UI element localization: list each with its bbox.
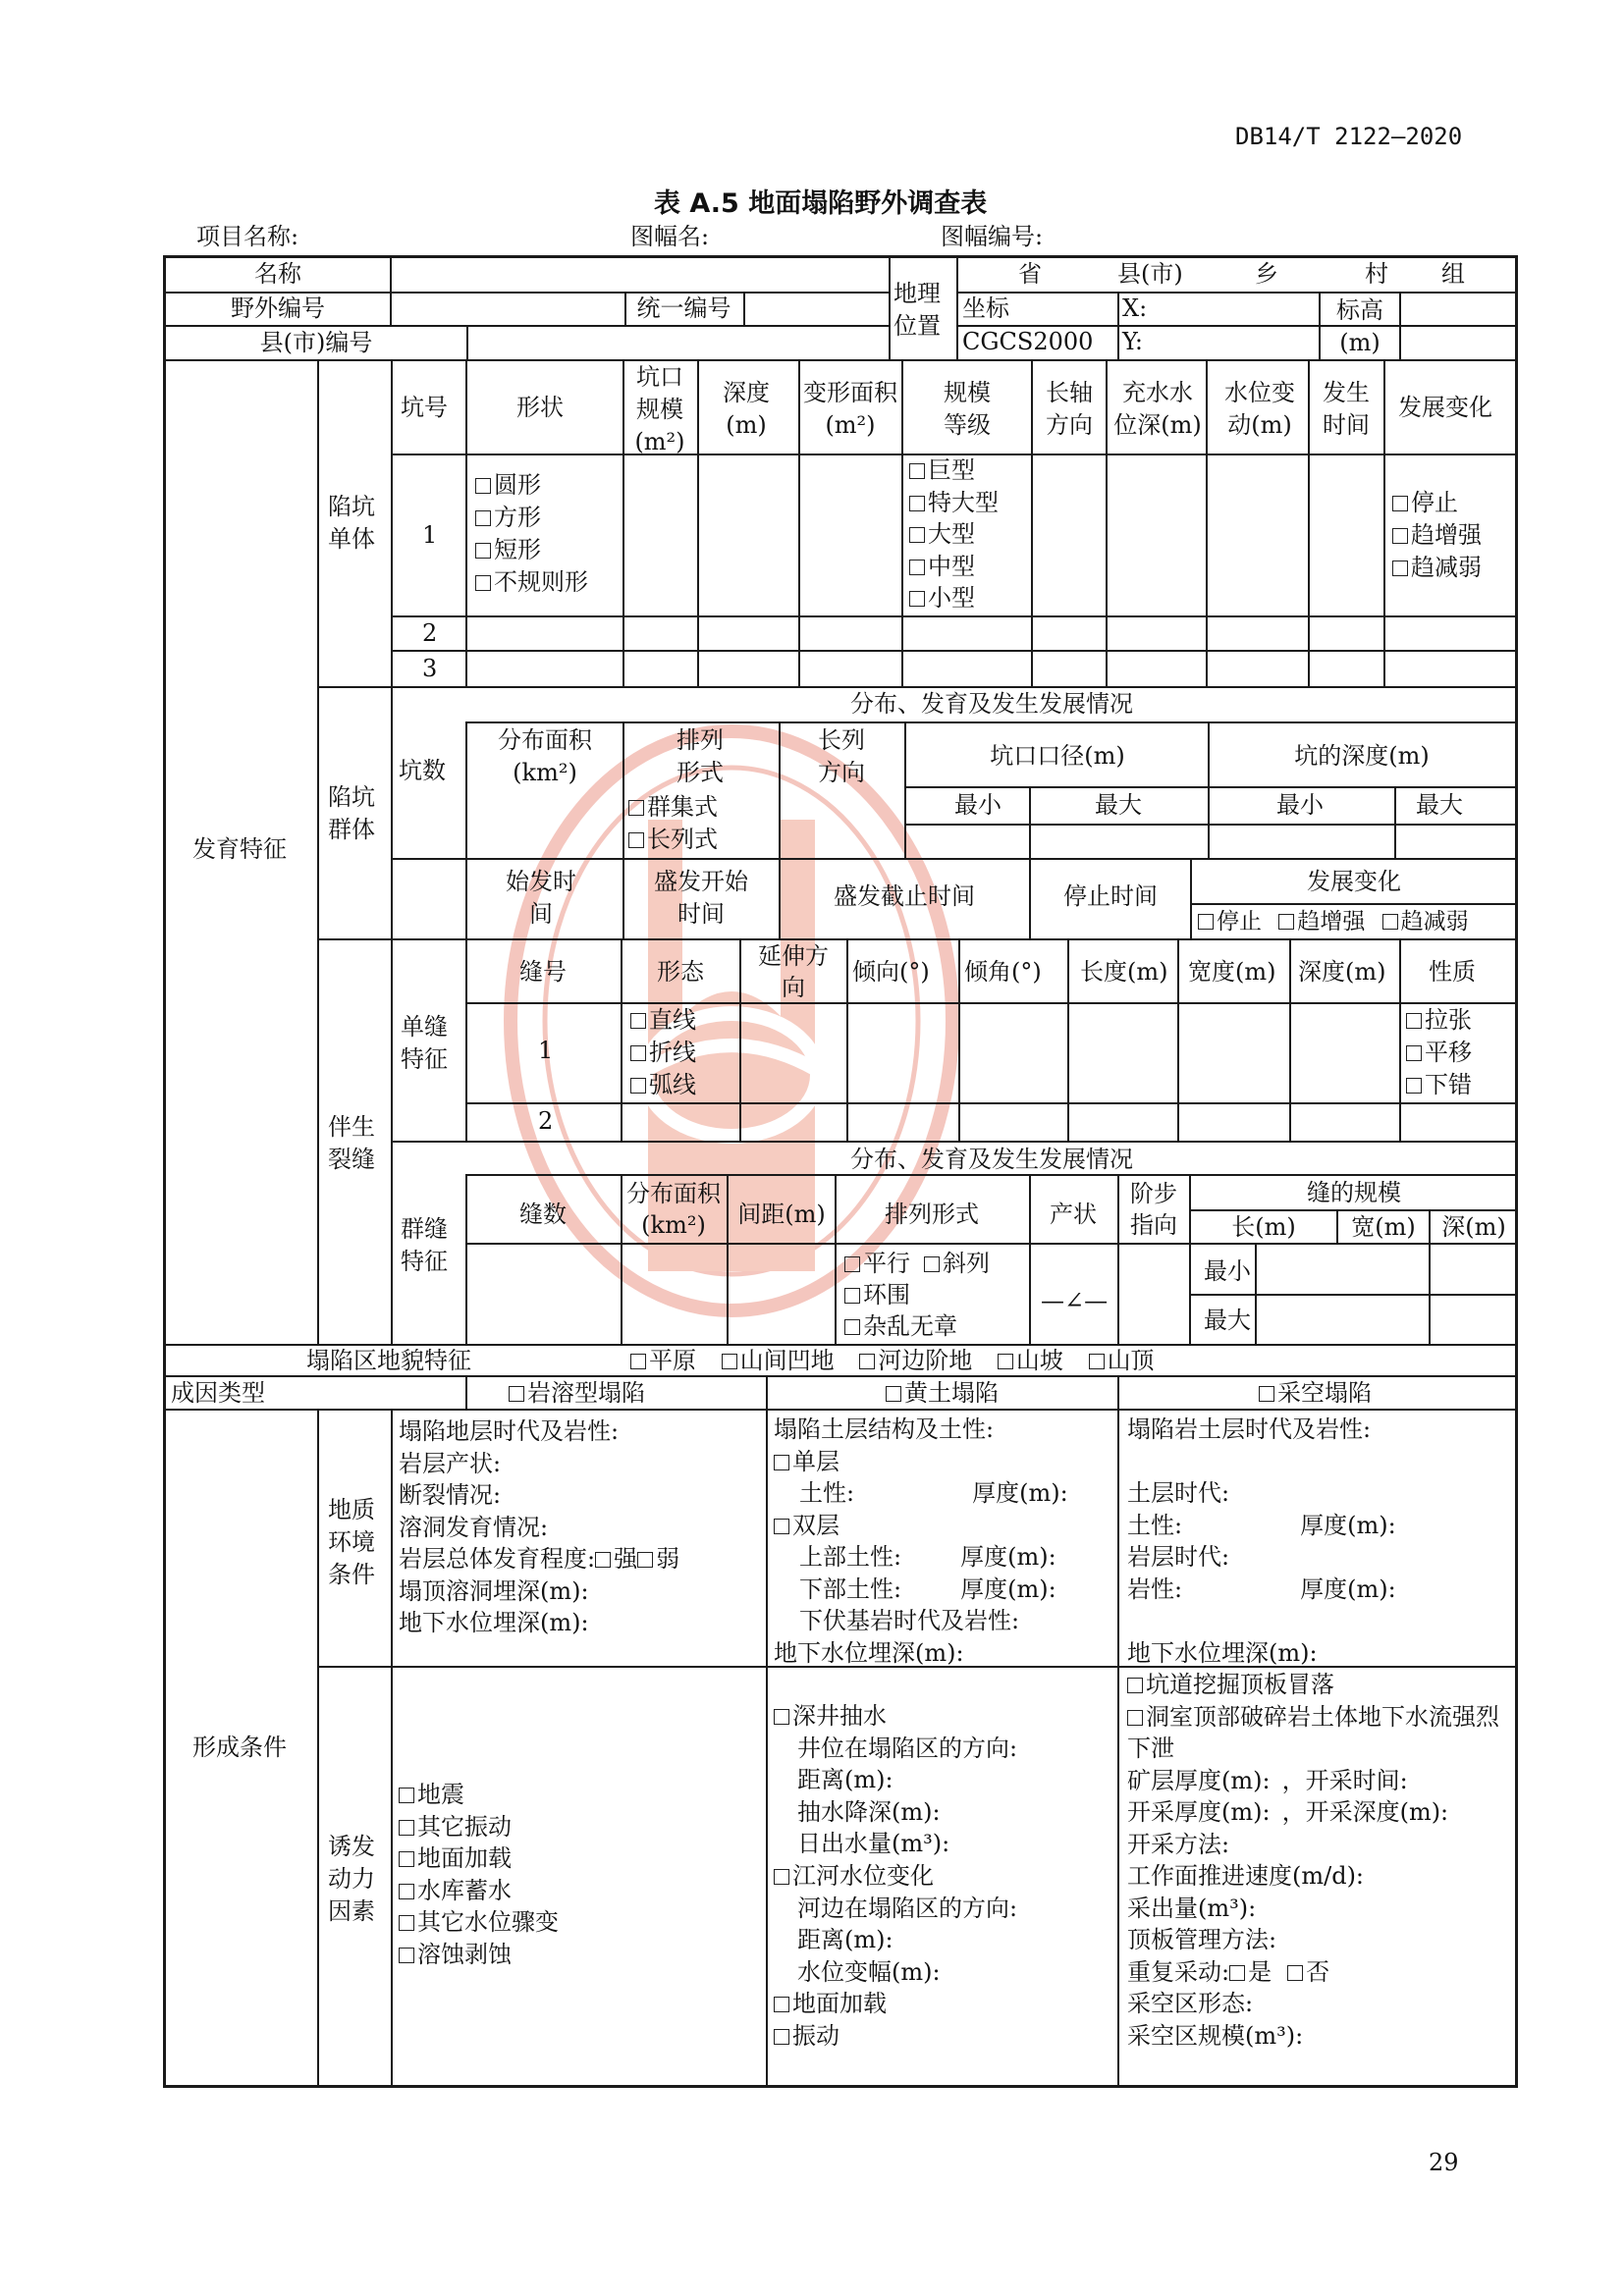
pit-row-2: 2 bbox=[422, 619, 438, 647]
landform-option[interactable]: 平原 bbox=[630, 1347, 696, 1374]
depth-min: 最小 bbox=[1276, 791, 1324, 819]
karst-opt[interactable]: 强 bbox=[595, 1545, 637, 1573]
checkbox-icon bbox=[924, 1256, 940, 1272]
loess-soil: 土性: bbox=[799, 1479, 855, 1507]
trend-options bbox=[1392, 487, 1482, 584]
karst-line: 溶洞发育情况: bbox=[399, 1513, 549, 1541]
mined-rock: 岩性: bbox=[1127, 1575, 1183, 1603]
pit-count-label: 坑数 bbox=[399, 757, 446, 784]
gc-arrangement-option[interactable]: 斜列 bbox=[924, 1250, 990, 1277]
group-crack-label: 群缝特征 bbox=[401, 1215, 448, 1275]
grade-option[interactable]: 特大型 bbox=[909, 487, 999, 519]
checkbox-icon bbox=[909, 496, 925, 511]
goaf-size: 采空区规模(m³): bbox=[1127, 2021, 1304, 2050]
landform-option[interactable]: 河边阶地 bbox=[859, 1347, 972, 1374]
col-spacing: 间距(m) bbox=[737, 1201, 826, 1228]
checkbox-icon bbox=[475, 543, 491, 559]
goaf-shape: 采空区形态: bbox=[1127, 1990, 1254, 2017]
geo-env-label: 地质环境条件 bbox=[328, 1496, 375, 1588]
checkbox-icon bbox=[722, 1354, 737, 1369]
checkbox-icon bbox=[844, 1256, 860, 1272]
grade-options bbox=[909, 454, 999, 614]
checkbox-icon bbox=[475, 478, 491, 494]
mined-water: 地下水位埋深(m): bbox=[1127, 1638, 1318, 1667]
checkbox-icon bbox=[774, 1709, 789, 1725]
col-axis-dir: 长轴方向 bbox=[1046, 379, 1093, 439]
coord-label: 坐标 bbox=[962, 294, 1009, 322]
drawdown: 抽水降深(m): bbox=[797, 1797, 941, 1826]
col-crack-form: 形态 bbox=[657, 958, 704, 986]
checkbox-icon bbox=[1406, 1045, 1422, 1061]
map-number-label: 图幅编号: bbox=[941, 223, 1044, 250]
checkbox-icon bbox=[399, 1884, 414, 1899]
col-long-dir: 长列方向 bbox=[818, 726, 865, 786]
checkbox-icon bbox=[1198, 914, 1214, 930]
checkbox-icon bbox=[774, 1997, 789, 2012]
shape-option[interactable]: 短形 bbox=[475, 534, 588, 566]
col-property: 性质 bbox=[1429, 958, 1476, 986]
trigger-river[interactable]: 江河水位变化 bbox=[774, 1860, 1017, 1893]
county-no-label: 县(市)编号 bbox=[259, 329, 373, 356]
admin-county: 县(市) bbox=[1117, 260, 1183, 288]
name-label: 名称 bbox=[254, 260, 301, 288]
gc-section-title: 分布、发育及发生发展情况 bbox=[850, 1146, 1133, 1173]
col-water-change: 水位变动(m) bbox=[1224, 379, 1295, 439]
single-crack-label: 单缝特征 bbox=[401, 1013, 448, 1073]
trigger-option[interactable]: 地震 bbox=[399, 1779, 559, 1811]
crack-form-option[interactable]: 弧线 bbox=[630, 1069, 696, 1101]
checkbox-icon bbox=[998, 1354, 1013, 1369]
grade-option[interactable]: 小型 bbox=[909, 582, 999, 614]
diameter-min: 最小 bbox=[954, 791, 1001, 819]
mine-thick: 开采厚度(m): bbox=[1127, 1798, 1271, 1826]
loess-title: 塌陷土层结构及土性: bbox=[774, 1415, 995, 1443]
col-gc-depth: 深(m) bbox=[1441, 1213, 1506, 1241]
checkbox-icon bbox=[844, 1319, 860, 1335]
mine-output: 采出量(m³): bbox=[1127, 1894, 1257, 1922]
water-amp: 水位变幅(m): bbox=[797, 1957, 941, 1986]
checkbox-icon bbox=[637, 1552, 653, 1568]
gc-min: 最小 bbox=[1204, 1257, 1251, 1285]
col-depth: 深度(m) bbox=[723, 379, 770, 439]
checkbox-icon bbox=[909, 560, 925, 575]
crack-label: 伴生裂缝 bbox=[328, 1113, 375, 1173]
checkbox-icon bbox=[774, 1869, 789, 1885]
karst-line: 岩层产状: bbox=[399, 1449, 502, 1477]
checkbox-icon bbox=[1392, 496, 1408, 511]
col-occur-time: 发生时间 bbox=[1323, 379, 1370, 439]
admin-village: 村 bbox=[1365, 260, 1388, 288]
col-trend: 发展变化 bbox=[1398, 394, 1492, 421]
loess-lower: 下部土性: bbox=[799, 1575, 902, 1603]
daily-output: 日出水量(m³): bbox=[797, 1830, 950, 1858]
loess-conditions bbox=[774, 1414, 1068, 1669]
gc-max: 最大 bbox=[1204, 1307, 1251, 1334]
cause-label: 成因类型 bbox=[171, 1379, 265, 1407]
col-width: 宽度(m) bbox=[1188, 958, 1276, 986]
col-deform-area: 变形面积(m²) bbox=[803, 379, 897, 439]
checkbox-icon bbox=[475, 510, 491, 526]
crack-property-option[interactable]: 拉张 bbox=[1406, 1004, 1472, 1037]
admin-group: 组 bbox=[1441, 260, 1465, 288]
col-start-time: 始发时间 bbox=[506, 868, 576, 928]
trigger-left-options bbox=[399, 1779, 559, 1970]
col-crack-count: 缝数 bbox=[519, 1201, 567, 1228]
river-dir: 河边在塌陷区的方向: bbox=[797, 1894, 1018, 1922]
col-mouth-diameter: 坑口口径(m) bbox=[990, 742, 1125, 770]
landform-options bbox=[630, 1346, 1155, 1377]
time-trend-options bbox=[1198, 907, 1469, 936]
document-code: DB14/T 2122—2020 bbox=[1235, 123, 1463, 150]
checkbox-icon bbox=[859, 1354, 875, 1369]
grade-option[interactable]: 巨型 bbox=[909, 454, 999, 487]
mined-thick: 厚度(m): bbox=[1300, 1511, 1396, 1539]
gc-arrangement-option[interactable]: 平行 bbox=[844, 1250, 910, 1277]
col-peak-start: 盛发开始时间 bbox=[654, 868, 748, 928]
crack-form-option[interactable]: 折线 bbox=[630, 1037, 696, 1069]
trend-option[interactable]: 停止 bbox=[1392, 487, 1482, 519]
checkbox-icon bbox=[774, 1519, 789, 1534]
checkbox-icon bbox=[1406, 1013, 1422, 1029]
unified-no-label: 统一编号 bbox=[636, 294, 731, 322]
checkbox-icon bbox=[1406, 1078, 1422, 1094]
checkbox-icon bbox=[630, 1078, 646, 1094]
trigger-option[interactable]: 地面加载 bbox=[399, 1842, 559, 1875]
checkbox-icon bbox=[399, 1948, 414, 1963]
time-trend-option[interactable]: 趋增强 bbox=[1278, 909, 1365, 934]
crack-property-option[interactable]: 下错 bbox=[1406, 1069, 1472, 1101]
checkbox-icon bbox=[1287, 1965, 1303, 1981]
checkbox-icon bbox=[399, 1851, 414, 1867]
cause-option-karst[interactable]: 岩溶型塌陷 bbox=[509, 1378, 645, 1410]
field-no-label: 野外编号 bbox=[231, 294, 325, 322]
trigger-mid-options bbox=[774, 1700, 1017, 2053]
arrangement-option[interactable]: 长列式 bbox=[628, 824, 718, 856]
col-dip-angle: 倾角(°) bbox=[964, 958, 1042, 986]
karst-conditions bbox=[399, 1415, 679, 1639]
checkbox-icon bbox=[399, 1788, 414, 1803]
mine-method: 开采方法: bbox=[1127, 1830, 1230, 1858]
crack-form-option[interactable]: 直线 bbox=[630, 1004, 696, 1037]
crack-form-options bbox=[630, 1004, 696, 1101]
repeat-mining: 重复采动: bbox=[1127, 1957, 1230, 1986]
map-name-label: 图幅名: bbox=[630, 223, 710, 250]
col-dist-area: 分布面积(km²) bbox=[498, 726, 592, 786]
repeat-no[interactable]: 否 bbox=[1287, 1958, 1329, 1986]
repeat-yes[interactable]: 是 bbox=[1229, 1958, 1272, 1986]
landform-label: 塌陷区地貌特征 bbox=[306, 1347, 471, 1374]
shape-option[interactable]: 不规则形 bbox=[475, 566, 588, 599]
col-gc-arrangement: 排列形式 bbox=[885, 1201, 979, 1228]
trigger-right-options: 坑道挖掘顶板冒落 洞室顶部破碎岩土体地下水流强烈下泄 矿层厚度(m): ，开采时间: 开采厚度(m): ，开采深度(m): 开采方法: 工作面推进速度(m/d): 采出量(m³): 顶板管理方法: 重复采动: 是 否 采空区形态: 采空区规模(m³): bbox=[1127, 1669, 1508, 2052]
karst-line: 断裂情况: bbox=[399, 1481, 502, 1509]
checkbox-icon bbox=[1127, 1710, 1143, 1726]
checkbox-icon bbox=[909, 591, 925, 607]
elevation-label: 标高(m) bbox=[1336, 296, 1383, 356]
trigger-option[interactable]: 其它水位骤变 bbox=[399, 1906, 559, 1939]
landform-option[interactable]: 山间凹地 bbox=[722, 1347, 835, 1374]
checkbox-icon bbox=[628, 832, 644, 848]
col-length: 长度(m) bbox=[1080, 958, 1168, 986]
karst-line: 岩层总体发育程度: bbox=[399, 1545, 596, 1573]
mine-depth: 开采深度(m): bbox=[1305, 1798, 1449, 1826]
trigger-load[interactable]: 地面加载 bbox=[774, 1988, 1017, 2020]
loess-thick: 厚度(m): bbox=[972, 1479, 1068, 1507]
col-gc-area: 分布面积(km²) bbox=[626, 1180, 721, 1239]
well-dist: 距离(m): bbox=[797, 1766, 893, 1794]
crack-row-2: 2 bbox=[538, 1107, 554, 1135]
checkbox-icon bbox=[844, 1288, 860, 1304]
mined-soil-age: 土层时代: bbox=[1127, 1479, 1230, 1507]
karst-line: 地下水位埋深(m): bbox=[399, 1609, 589, 1636]
col-step-dir: 阶步指向 bbox=[1130, 1180, 1177, 1239]
checkbox-icon bbox=[630, 1354, 646, 1369]
trigger-vib[interactable]: 振动 bbox=[774, 2020, 1017, 2053]
checkbox-icon bbox=[595, 1552, 611, 1568]
table-title: 表 A.5 地面塌陷野外调查表 bbox=[654, 188, 988, 219]
loess-single[interactable]: 单层 bbox=[774, 1446, 1068, 1478]
col-extend-dir: 延伸方向 bbox=[758, 942, 829, 1001]
checkbox-icon bbox=[1392, 561, 1408, 576]
col-time-trend: 发展变化 bbox=[1307, 868, 1401, 895]
roof-mgmt: 顶板管理方法: bbox=[1127, 1926, 1277, 1953]
landform-option[interactable]: 山顶 bbox=[1089, 1347, 1155, 1374]
loess-upper: 上部土性: bbox=[799, 1543, 902, 1571]
col-gc-length: 长(m) bbox=[1231, 1213, 1296, 1241]
checkbox-icon bbox=[399, 1915, 414, 1931]
col-grade: 规模等级 bbox=[944, 379, 991, 439]
mined-soil: 土性: bbox=[1127, 1511, 1183, 1539]
advance-speed: 工作面推进速度(m/d): bbox=[1127, 1862, 1365, 1890]
location-label: 地理位置 bbox=[893, 280, 941, 340]
project-name-label: 项目名称: bbox=[196, 223, 299, 250]
trigger-cave[interactable]: 洞室顶部破碎岩土体地下水流强烈下泄 bbox=[1127, 1702, 1499, 1762]
col-arrangement: 排列形式 bbox=[677, 726, 724, 786]
trigger-option[interactable]: 溶蚀剥蚀 bbox=[399, 1939, 559, 1971]
cause-option-mined[interactable]: 采空塌陷 bbox=[1259, 1378, 1372, 1410]
shape-options bbox=[475, 469, 588, 599]
crack-property-options bbox=[1406, 1004, 1472, 1101]
loess-thick: 厚度(m): bbox=[960, 1575, 1056, 1603]
checkbox-icon bbox=[630, 1013, 646, 1029]
col-shape: 形状 bbox=[516, 394, 564, 421]
karst-line: 塌顶溶洞埋深(m): bbox=[399, 1576, 589, 1605]
grade-option[interactable]: 大型 bbox=[909, 518, 999, 551]
gc-arrangement-option[interactable]: 杂乱无章 bbox=[844, 1310, 990, 1342]
checkbox-icon bbox=[909, 527, 925, 543]
checkbox-icon bbox=[399, 1820, 414, 1836]
trend-option[interactable]: 趋增强 bbox=[1392, 519, 1482, 552]
arrangement-option[interactable]: 群集式 bbox=[628, 791, 718, 824]
col-depth2: 深度(m) bbox=[1298, 958, 1386, 986]
checkbox-icon bbox=[630, 1045, 646, 1061]
ore-thick: 矿层厚度(m): bbox=[1127, 1766, 1271, 1794]
cgcs-label: CGCS2000 bbox=[962, 328, 1094, 355]
page-number: 29 bbox=[1429, 2149, 1459, 2176]
col-peak-end: 盛发截止时间 bbox=[834, 882, 975, 910]
diameter-max: 最大 bbox=[1095, 791, 1142, 819]
mine-time: 开采时间: bbox=[1305, 1766, 1408, 1794]
shape-option[interactable]: 圆形 bbox=[475, 469, 588, 502]
karst-opt[interactable]: 弱 bbox=[637, 1545, 679, 1573]
checkbox-icon bbox=[1127, 1678, 1143, 1693]
gc-arrangement-options bbox=[844, 1248, 990, 1342]
checkbox-icon bbox=[1089, 1354, 1105, 1369]
loess-thick: 厚度(m): bbox=[960, 1543, 1056, 1571]
river-dist: 距离(m): bbox=[797, 1926, 893, 1954]
pit-row-3: 3 bbox=[422, 655, 438, 682]
col-crack-no: 缝号 bbox=[519, 958, 567, 986]
dev-label: 发育特征 bbox=[192, 835, 287, 863]
col-attitude: 产状 bbox=[1050, 1201, 1097, 1228]
formation-label: 形成条件 bbox=[192, 1734, 287, 1761]
checkbox-icon bbox=[475, 575, 491, 591]
mined-title: 塌陷岩土层时代及岩性: bbox=[1127, 1415, 1372, 1443]
checkbox-icon bbox=[628, 800, 644, 816]
checkbox-icon bbox=[774, 2029, 789, 2045]
col-pit-no: 坑号 bbox=[401, 394, 448, 421]
well-dir: 井位在塌陷区的方向: bbox=[797, 1734, 1018, 1762]
landform-option[interactable]: 山坡 bbox=[998, 1347, 1063, 1374]
time-trend-option[interactable]: 趋减弱 bbox=[1382, 909, 1469, 934]
admin-province: 省 bbox=[1018, 260, 1042, 288]
mined-thick: 厚度(m): bbox=[1300, 1575, 1396, 1603]
checkbox-icon bbox=[1382, 914, 1398, 930]
crack-row-1: 1 bbox=[538, 1037, 554, 1064]
loess-bedrock: 下伏基岩时代及岩性: bbox=[799, 1607, 1020, 1634]
grade-option[interactable]: 中型 bbox=[909, 551, 999, 583]
pit-row-1: 1 bbox=[422, 521, 438, 549]
col-mouth-size: 坑口规模(m²) bbox=[634, 363, 685, 455]
karst-line: 塌陷地层时代及岩性: bbox=[399, 1417, 620, 1445]
cause-option-loess[interactable]: 黄土塌陷 bbox=[886, 1378, 999, 1410]
trend-option[interactable]: 趋减弱 bbox=[1392, 552, 1482, 584]
loess-water: 地下水位埋深(m): bbox=[774, 1638, 964, 1667]
checkbox-icon bbox=[1278, 914, 1294, 930]
pit-group-label: 陷坑群体 bbox=[328, 783, 375, 843]
col-gc-width: 宽(m) bbox=[1351, 1213, 1416, 1241]
gc-arrangement-option[interactable]: 环围 bbox=[844, 1279, 990, 1310]
shape-option[interactable]: 方形 bbox=[475, 502, 588, 534]
checkbox-icon bbox=[1392, 528, 1408, 544]
checkbox-icon bbox=[886, 1386, 901, 1402]
checkbox-icon bbox=[909, 463, 925, 479]
x-label: X: bbox=[1122, 294, 1148, 322]
y-label: Y: bbox=[1122, 328, 1143, 355]
trigger-label: 诱发动力因素 bbox=[328, 1833, 375, 1925]
mined-rock-age: 岩层时代: bbox=[1127, 1543, 1230, 1571]
mined-conditions bbox=[1127, 1414, 1396, 1669]
arrangement-options bbox=[628, 791, 718, 856]
loess-double[interactable]: 双层 bbox=[774, 1510, 1068, 1542]
trigger-option[interactable]: 其它振动 bbox=[399, 1811, 559, 1843]
col-stop-time: 停止时间 bbox=[1063, 882, 1158, 910]
attitude-symbol: —∠— bbox=[1041, 1287, 1109, 1314]
checkbox-icon bbox=[509, 1386, 524, 1402]
col-water-depth: 充水水位深(m) bbox=[1113, 379, 1202, 439]
col-pit-depth: 坑的深度(m) bbox=[1294, 742, 1430, 770]
checkbox-icon bbox=[1229, 1965, 1245, 1981]
time-trend-option[interactable]: 停止 bbox=[1198, 909, 1262, 934]
checkbox-icon bbox=[774, 1455, 789, 1470]
depth-max: 最大 bbox=[1416, 791, 1463, 819]
checkbox-icon bbox=[1259, 1386, 1274, 1402]
pit-single-label: 陷坑单体 bbox=[328, 493, 375, 553]
trigger-well[interactable]: 深井抽水 bbox=[774, 1700, 1017, 1733]
trigger-roof[interactable]: 坑道挖掘顶板冒落 bbox=[1127, 1669, 1508, 1701]
trigger-option[interactable]: 水库蓄水 bbox=[399, 1875, 559, 1907]
admin-township: 乡 bbox=[1255, 260, 1278, 288]
group-section-title: 分布、发育及发生发展情况 bbox=[850, 690, 1133, 718]
crack-property-option[interactable]: 平移 bbox=[1406, 1037, 1472, 1069]
col-dip-dir: 倾向(°) bbox=[852, 958, 930, 986]
col-crack-scale: 缝的规模 bbox=[1307, 1179, 1401, 1206]
